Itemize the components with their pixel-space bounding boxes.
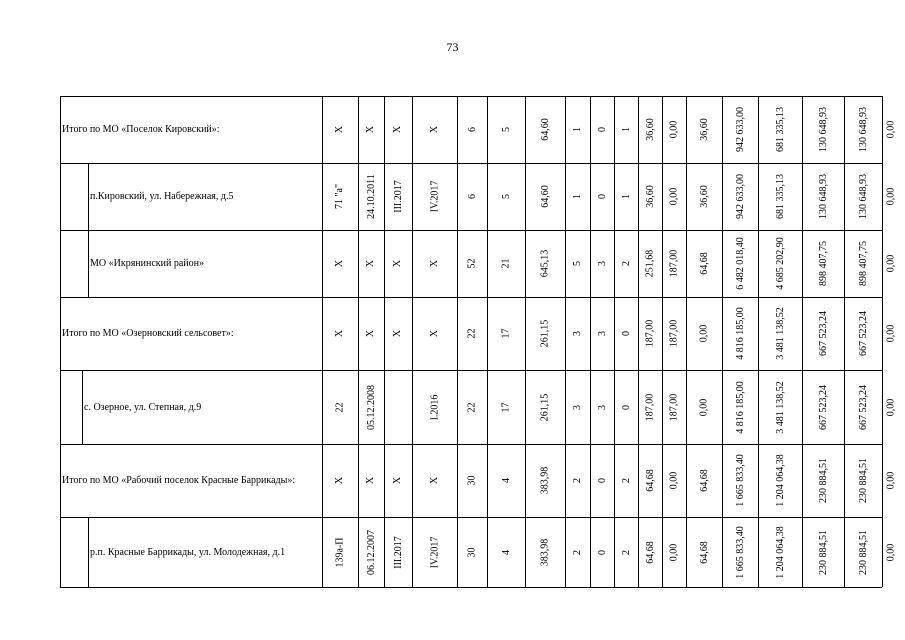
cell-value: Х (365, 329, 377, 338)
cell-value: 3 (572, 404, 583, 410)
table-cell (638, 297, 662, 370)
cell-value: 05.12.2008 (365, 384, 377, 430)
cell-value: Х (365, 476, 377, 485)
table-cell (525, 444, 565, 517)
cell-value: 1 204 064,38 (774, 454, 786, 507)
cell-value: Х (334, 476, 346, 485)
cell-value: 36,60 (644, 185, 656, 208)
table-cell (384, 297, 412, 370)
table-cell (412, 370, 457, 444)
cell-value: 0,00 (668, 471, 680, 490)
cell-value: 130 648,93 (817, 174, 829, 219)
table-cell (525, 96, 565, 163)
table-cell (457, 370, 487, 444)
table-border-left (60, 96, 61, 587)
cell-value: 1 204 064,38 (774, 525, 786, 579)
table-cell (412, 163, 457, 230)
table-cell (590, 444, 614, 517)
cell-value: 3 481 138,52 (774, 380, 786, 434)
cell-value: 4 (500, 549, 512, 555)
table-cell (758, 96, 802, 163)
cell-value: 130 648,93 (857, 107, 869, 152)
cell-value: Х (428, 329, 440, 338)
cell-value: 2 (620, 549, 632, 555)
table-cell (322, 370, 358, 444)
table-cell (844, 517, 882, 587)
cell-value: 2 (572, 549, 583, 555)
table-cell (844, 163, 882, 230)
cell-value: IV.2017 (428, 536, 440, 568)
table-cell (358, 517, 384, 587)
cell-value: 0,00 (885, 120, 897, 139)
cell-value: III.2017 (392, 535, 404, 569)
table-cell (844, 297, 882, 370)
cell-value: 64,68 (698, 469, 710, 492)
table-cell (590, 163, 614, 230)
table-cell (525, 163, 565, 230)
table-cell (384, 230, 412, 297)
cell-value: III.2017 (392, 180, 404, 213)
table-cell (590, 297, 614, 370)
table-cell (662, 517, 686, 587)
cell-value: 1 (620, 194, 632, 199)
table-cell (614, 163, 638, 230)
cell-value: 0,00 (885, 254, 897, 273)
table-cell (358, 444, 384, 517)
table-cell (590, 370, 614, 444)
row-label: Итого по МО «Рабочий поселок Красные Баррикады»: (62, 475, 296, 486)
table-cell (844, 370, 882, 444)
table-cell (722, 96, 758, 163)
indent-divider (82, 370, 83, 444)
table-cell (457, 230, 487, 297)
table-cell (322, 517, 358, 587)
cell-value: 0 (596, 478, 608, 483)
table-cell (457, 444, 487, 517)
row-label: Итого по МО «Озерновский сельсовет»: (62, 328, 234, 339)
table-cell (487, 163, 525, 230)
cell-value: 22 (334, 402, 346, 412)
table-cell (412, 517, 457, 587)
cell-value: 36,60 (698, 185, 710, 208)
table-cell (722, 444, 758, 517)
table-cell (638, 230, 662, 297)
table-cell (638, 96, 662, 163)
table-cell (384, 370, 412, 444)
indent-divider (88, 517, 89, 587)
cell-value: 0,00 (885, 324, 897, 343)
cell-value: 681 335,13 (774, 107, 786, 152)
cell-value: Х (392, 329, 404, 338)
table-cell (322, 297, 358, 370)
table-cell (487, 517, 525, 587)
table-cell (412, 444, 457, 517)
table-cell (686, 297, 722, 370)
table-cell (614, 370, 638, 444)
cell-value: 130 648,93 (857, 174, 869, 219)
cell-value: 187,00 (644, 393, 656, 421)
table-cell (384, 444, 412, 517)
table-cell (525, 370, 565, 444)
table-cell (638, 444, 662, 517)
table-cell (758, 297, 802, 370)
cell-value: 22 (466, 402, 478, 412)
cell-value: 187,00 (668, 393, 680, 421)
table-cell (487, 444, 525, 517)
table-cell (590, 96, 614, 163)
table-cell (457, 297, 487, 370)
cell-value: 5 (500, 127, 512, 132)
cell-value: 898 407,75 (857, 241, 869, 286)
table-cell (614, 297, 638, 370)
cell-value: 3 (596, 404, 608, 410)
cell-value: 64,68 (698, 540, 710, 564)
indent-divider (88, 163, 89, 230)
cell-value: 4 685 202,90 (774, 237, 786, 290)
cell-value: 0,00 (885, 398, 897, 416)
table-cell (322, 96, 358, 163)
cell-value: 3 (596, 261, 608, 266)
cell-value: 942 633,00 (734, 107, 746, 152)
table-cell (722, 297, 758, 370)
cell-value: Х (392, 125, 404, 134)
table-cell (758, 230, 802, 297)
cell-value: 64,60 (539, 118, 551, 141)
cell-value: 1 665 833,40 (734, 454, 746, 507)
table-cell (802, 444, 844, 517)
cell-value: Х (428, 476, 440, 485)
cell-value: Х (365, 259, 377, 268)
table-cell (412, 96, 457, 163)
cell-value: 0 (596, 549, 608, 555)
cell-value: 230 884,51 (857, 529, 869, 575)
cell-value: 4 816 185,00 (734, 307, 746, 360)
table-cell (590, 517, 614, 587)
table-cell (384, 517, 412, 587)
cell-value: 5 (500, 194, 512, 199)
table-cell (722, 517, 758, 587)
table-cell (358, 370, 384, 444)
cell-value: 0 (596, 127, 608, 132)
cell-value: Х (428, 125, 440, 134)
cell-value: 230 884,51 (857, 458, 869, 503)
cell-value: 0,00 (668, 543, 680, 561)
table-cell (565, 163, 590, 230)
cell-value: 645,13 (539, 249, 551, 278)
cell-value: Х (392, 476, 404, 485)
cell-value: 0,00 (885, 471, 897, 490)
cell-value: 1 665 833,40 (734, 525, 746, 579)
cell-value: 24.10.2011 (365, 174, 377, 219)
cell-value: 667 523,24 (857, 311, 869, 356)
table-cell (882, 163, 900, 230)
row-divider (60, 587, 882, 588)
cell-value: 71 "а" (334, 183, 346, 210)
table-cell (758, 444, 802, 517)
table-cell (565, 297, 590, 370)
table-cell (487, 370, 525, 444)
cell-value: 30 (466, 475, 478, 486)
cell-value: 230 884,51 (817, 458, 829, 503)
table-cell (565, 517, 590, 587)
table-cell (322, 163, 358, 230)
cell-value: IV.2017 (428, 180, 440, 213)
cell-value: 2 (572, 478, 583, 483)
table-cell (882, 230, 900, 297)
table-cell (638, 163, 662, 230)
table-cell (614, 517, 638, 587)
table-cell (722, 163, 758, 230)
cell-value: 17 (500, 328, 512, 339)
row-label: Итого по МО «Поселок Кировский»: (62, 124, 220, 135)
cell-value: 942 633,00 (734, 174, 746, 219)
table-cell (614, 96, 638, 163)
row-label: с. Озерное, ул. Степная, д.9 (84, 401, 202, 413)
cell-value: 4 816 185,00 (734, 380, 746, 434)
table-cell (412, 230, 457, 297)
data-table (60, 96, 897, 587)
table-cell (844, 96, 882, 163)
table-cell (412, 297, 457, 370)
cell-value: 383,98 (539, 538, 551, 566)
table-cell (358, 96, 384, 163)
cell-value: 17 (500, 402, 512, 412)
table-cell (686, 163, 722, 230)
cell-value: 667 523,24 (857, 384, 869, 430)
cell-value: 64,60 (539, 185, 551, 208)
table-cell (802, 96, 844, 163)
table-cell (565, 444, 590, 517)
table-cell (882, 370, 900, 444)
table-cell (525, 230, 565, 297)
cell-value: 22 (466, 328, 478, 339)
cell-value: 251,68 (644, 249, 656, 278)
cell-value: 0,00 (698, 324, 710, 343)
cell-value: 30 (466, 547, 478, 557)
table-cell (358, 230, 384, 297)
cell-value: 230 884,51 (817, 529, 829, 575)
cell-value: 1 (572, 194, 583, 199)
cell-value: I.2016 (429, 394, 440, 420)
cell-value: 5 (572, 261, 583, 266)
table-cell (882, 517, 900, 587)
cell-value: 36,60 (644, 118, 656, 141)
cell-value: 1 (620, 127, 632, 132)
page-number: 73 (446, 40, 459, 54)
cell-value: 0,00 (698, 398, 710, 416)
table-cell (384, 163, 412, 230)
cell-value: 6 (466, 194, 478, 199)
cell-value: 0 (620, 331, 632, 336)
table-cell (662, 163, 686, 230)
cell-value: 64,68 (644, 469, 656, 492)
table-cell (638, 370, 662, 444)
cell-value: 06.12.2007 (365, 529, 377, 575)
cell-value: 4 (500, 478, 512, 483)
cell-value: 261,15 (539, 393, 551, 421)
table-cell (686, 230, 722, 297)
table-cell (487, 297, 525, 370)
cell-value: 187,00 (668, 249, 680, 278)
table-cell (638, 517, 662, 587)
table-cell (358, 297, 384, 370)
table-cell (565, 96, 590, 163)
table-cell (686, 517, 722, 587)
cell-value: 667 523,24 (817, 384, 829, 430)
table-cell (457, 163, 487, 230)
table-cell (662, 444, 686, 517)
table-cell (487, 96, 525, 163)
table-cell (384, 96, 412, 163)
cell-value: 3 481 138,52 (774, 307, 786, 360)
cell-value: 64,68 (698, 252, 710, 275)
cell-value: 3 (572, 331, 583, 336)
cell-value: 0,00 (885, 187, 897, 206)
cell-value: 3 (596, 331, 608, 336)
cell-value: 667 523,24 (817, 311, 829, 356)
table-cell (802, 230, 844, 297)
cell-value: 0 (620, 404, 632, 410)
table-cell (525, 297, 565, 370)
cell-value: 6 (466, 127, 478, 132)
cell-value: 0,00 (668, 187, 680, 206)
cell-value: 130 648,93 (817, 107, 829, 152)
table-cell (686, 96, 722, 163)
cell-value: 0,00 (668, 120, 680, 139)
indent-divider (88, 230, 89, 297)
table-cell (614, 230, 638, 297)
cell-value: Х (428, 259, 440, 268)
cell-value: 36,60 (698, 118, 710, 141)
cell-value: 2 (620, 261, 632, 266)
table-cell (882, 297, 900, 370)
cell-value: Х (334, 329, 346, 338)
table-cell (565, 370, 590, 444)
row-label: МО «Икрянинский район» (90, 258, 204, 269)
table-cell (844, 230, 882, 297)
table-cell (322, 444, 358, 517)
cell-value: 2 (620, 478, 632, 483)
table-cell (322, 230, 358, 297)
table-cell (662, 370, 686, 444)
table-cell (882, 444, 900, 517)
table-cell (457, 517, 487, 587)
cell-value: 64,68 (644, 540, 656, 564)
table-cell (457, 96, 487, 163)
cell-value: 187,00 (644, 319, 656, 348)
row-label: п.Кировский, ул. Набережная, д.5 (90, 191, 234, 202)
table-cell (758, 370, 802, 444)
cell-value: 383,98 (539, 466, 551, 495)
table-cell (722, 370, 758, 444)
cell-value: Х (334, 125, 346, 134)
table-cell (802, 370, 844, 444)
cell-value: 139а-П (334, 537, 346, 567)
table-cell (662, 230, 686, 297)
cell-value: 0 (596, 194, 608, 199)
table-cell (358, 163, 384, 230)
table-cell (662, 96, 686, 163)
cell-value: Х (334, 259, 346, 268)
table-cell (802, 297, 844, 370)
cell-value: 52 (466, 258, 478, 269)
cell-value: 187,00 (668, 319, 680, 348)
table-cell (686, 370, 722, 444)
table-cell (487, 230, 525, 297)
cell-value: Х (365, 125, 377, 134)
table-cell (565, 230, 590, 297)
cell-value: 1 (572, 127, 583, 132)
table-cell (844, 444, 882, 517)
table-cell (758, 517, 802, 587)
table-cell (802, 163, 844, 230)
cell-value: 6 482 018,40 (734, 237, 746, 290)
table-cell (758, 163, 802, 230)
cell-value: 21 (500, 258, 512, 269)
cell-value: Х (392, 259, 404, 268)
table-cell (614, 444, 638, 517)
table-cell (722, 230, 758, 297)
cell-value: 681 335,13 (774, 174, 786, 219)
table-cell (882, 96, 900, 163)
table-cell (802, 517, 844, 587)
table-cell (525, 517, 565, 587)
table-cell (590, 230, 614, 297)
cell-value: 0,00 (885, 543, 897, 561)
table-cell (686, 444, 722, 517)
row-label: р.п. Красные Баррикады, ул. Молодежная, д.1 (90, 546, 286, 558)
table-cell (662, 297, 686, 370)
cell-value: 898 407,75 (817, 241, 829, 286)
cell-value: 261,15 (539, 319, 551, 348)
